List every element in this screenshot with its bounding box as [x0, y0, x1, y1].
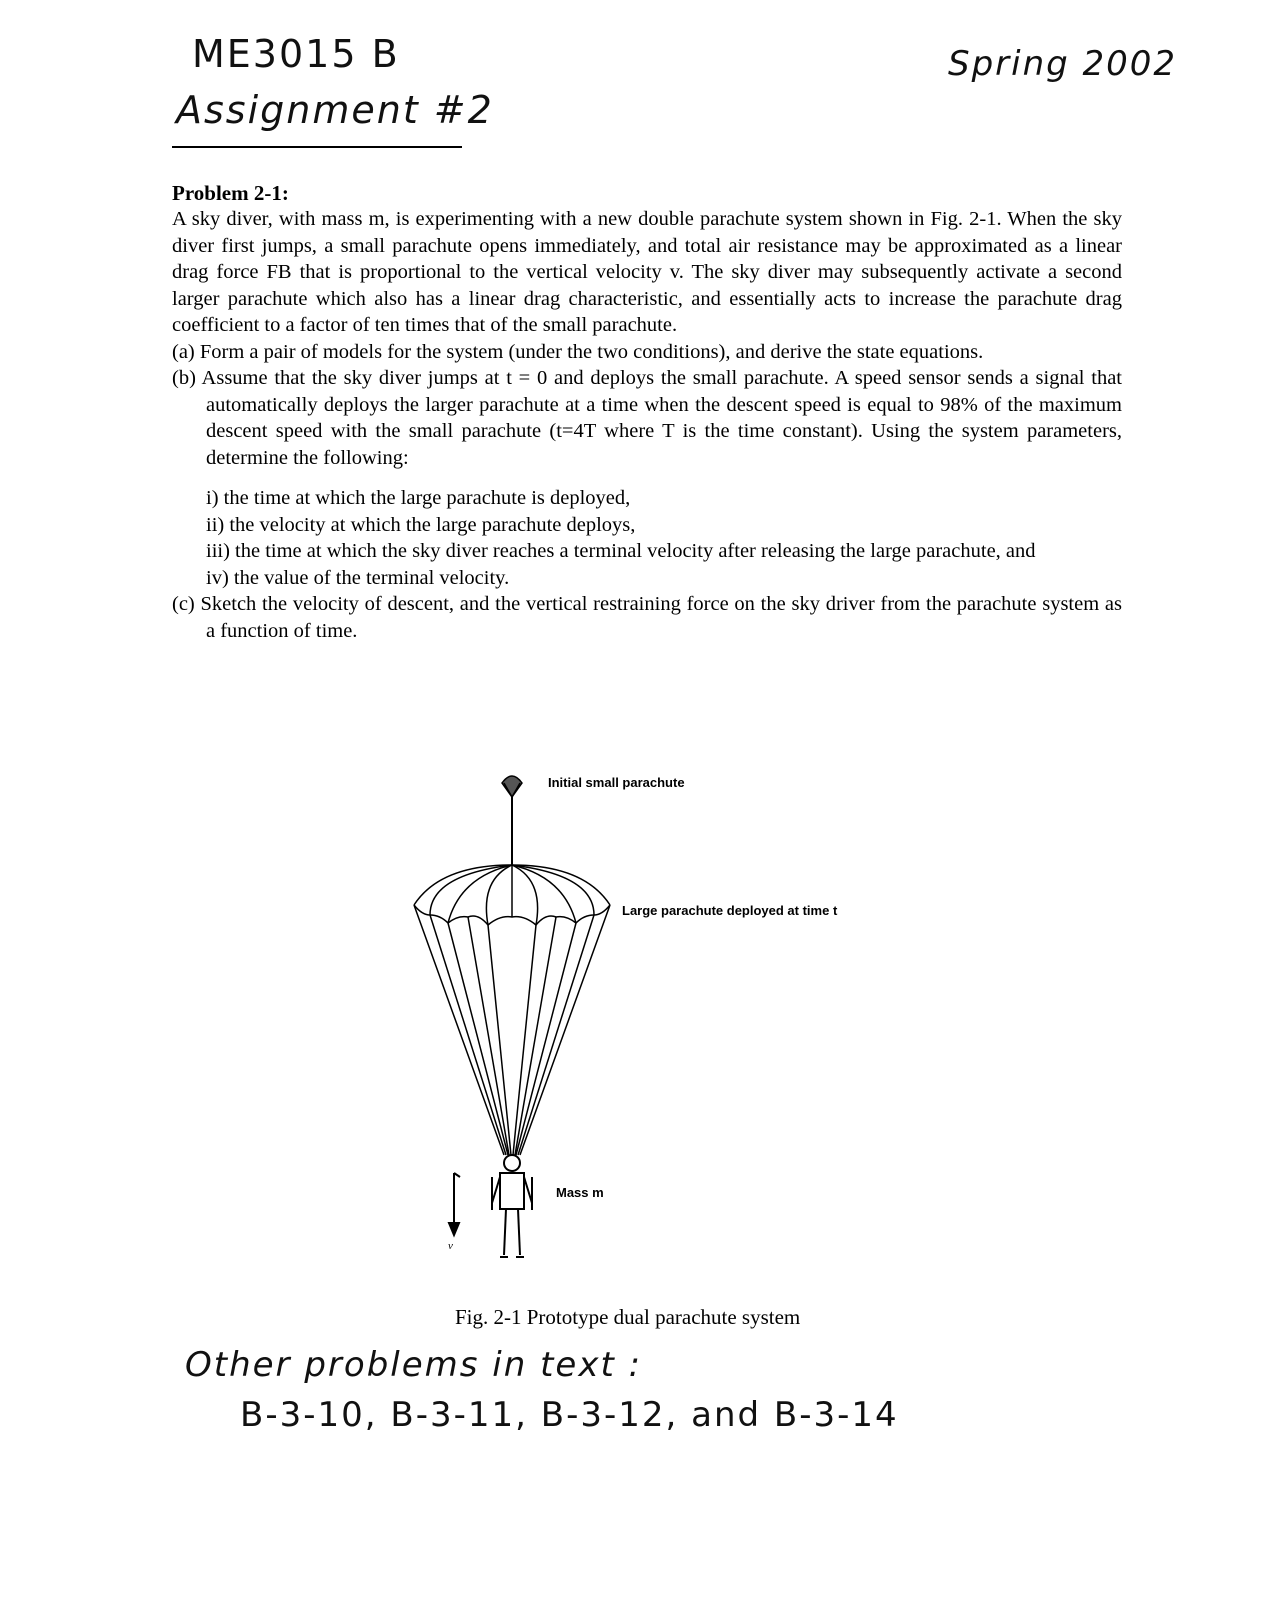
assignment-title: Assignment #2 — [176, 88, 494, 132]
velocity-arrow-icon — [449, 1173, 460, 1235]
sub-question: ii) the velocity at which the large parachute deploys, — [206, 513, 636, 536]
label-mass: Mass m — [556, 1185, 604, 1200]
label-large-parachute: Large parachute deployed at time t — [622, 903, 838, 918]
small-parachute-icon — [502, 776, 522, 865]
sub-question-list — [206, 485, 1122, 591]
sky-diver-icon — [492, 1155, 532, 1257]
sub-question: iii) the time at which the sky diver reaches a terminal velocity after releasing the large parachute, and — [206, 540, 1036, 562]
sub-question: iv) the value of the terminal velocity. — [206, 566, 510, 589]
problem-title: Problem 2-1: — [172, 181, 289, 205]
part-b: (b) Assume that the sky diver jumps at t = 0 and deploys the small parachute. A speed sensor sends a signal that automatically deploys the larger parachute at a time when the descent speed is equal to 98% of the maximum descent speed with the small parachute (t=4T where T is the time constant). Using the system parameters, determine the following: — [172, 367, 1122, 469]
handwritten-note-line2: B-3-10, B-3-11, B-3-12, and B-3-14 — [240, 1395, 899, 1435]
large-parachute-icon — [414, 865, 610, 1155]
part-a: (a) Form a pair of models for the system (under the two conditions), and derive the state equations. — [172, 340, 984, 363]
part-c: (c) Sketch the velocity of descent, and the vertical restraining force on the sky driver from the parachute system as a function of time. — [172, 593, 1122, 642]
parachute-figure — [400, 765, 920, 1305]
problem-intro: A sky diver, with mass m, is experimenting with a new double parachute system shown in Fig. 2-1. When the sky diver first jumps, a small parachute opens immediately, and total air resistance may be approximated as a linear drag force FB that is proportional to the vertical velocity v. The sky diver may subsequently activate a second larger parachute which also has a linear drag characteristic, and essentially acts to increase the parachute drag coefficient to a factor of ten times that of the small parachute. — [172, 208, 1122, 336]
title-underline — [172, 146, 462, 148]
label-small-parachute: Initial small parachute — [548, 775, 685, 790]
handwritten-note-line1: Other problems in text : — [185, 1345, 643, 1385]
sub-question: i) the time at which the large parachute is deployed, — [206, 487, 631, 509]
course-code: ME3015 B — [192, 32, 400, 76]
label-velocity: v — [448, 1240, 453, 1252]
term-label: Spring 2002 — [948, 44, 1178, 84]
problem-block — [172, 180, 1122, 644]
figure-caption: Fig. 2-1 Prototype dual parachute system — [455, 1305, 801, 1329]
